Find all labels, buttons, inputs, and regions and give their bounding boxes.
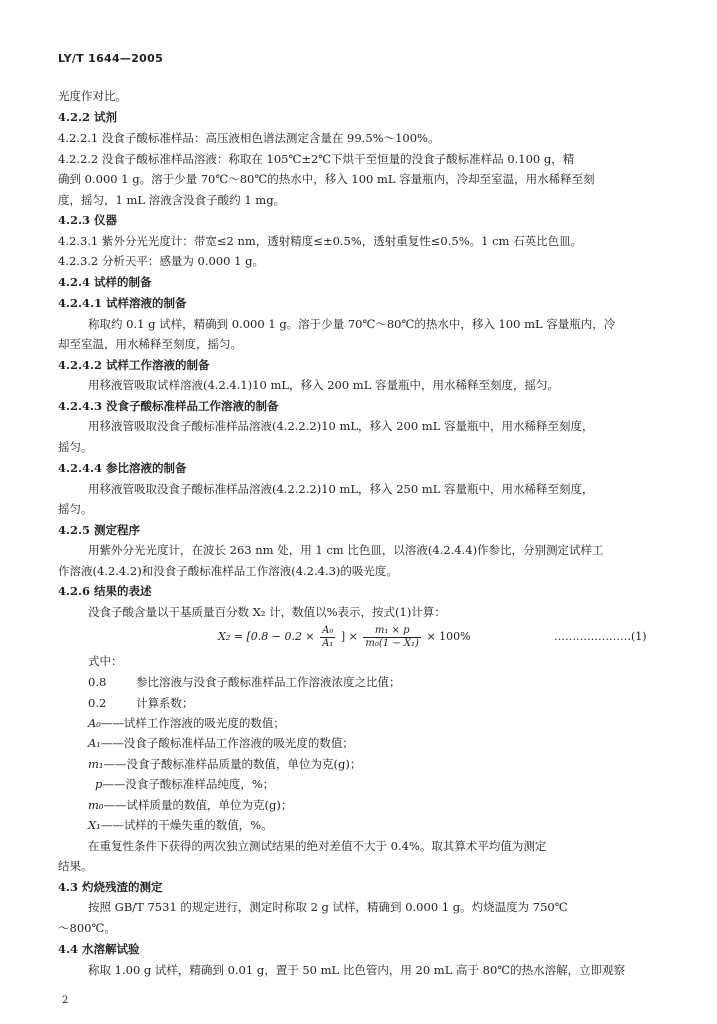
formula-fraction-mass: [363, 625, 421, 650]
clause-4-2-3-1: 4.2.3.1 紫外分光光度计：带宽≤2 nm，透射精度≤±0.5%，透射重复性≤0.5%。1 cm 石英比色皿。: [58, 234, 583, 248]
text-line: 称取约 0.1 g 试样，精确到 0.000 1 g。溶于少量 70℃～80℃的热水中，移入 100 mL 容量瓶内，冷: [88, 317, 616, 331]
standard-code: LY/T 1644—2005: [58, 52, 164, 65]
formula-frac2-numerator: m₁ × p: [363, 625, 421, 638]
formula-fraction-absorbance: [320, 625, 335, 650]
definition-item: [88, 755, 717, 773]
formula-tail: × 100%: [426, 630, 471, 643]
formula-lhs: X₂ = [0.8 − 0.2 ×: [218, 630, 315, 643]
text-line: 没食子酸含量以干基质量百分数 X₂ 计，数值以%表示，按式(1)计算：: [88, 605, 446, 619]
definition-term: 0.2: [88, 696, 107, 710]
definition-desc: 计算系数；: [136, 696, 194, 710]
definition-term: A₁: [88, 736, 101, 750]
text-line: 按照 GB/T 7531 的规定进行，测定时称取 2 g 试样，精确到 0.000 1 g。灼烧温度为 750℃: [88, 900, 568, 914]
text-line: ～800℃。: [58, 921, 116, 935]
section-heading-4-2-4-2: 4.2.4.2 试样工作溶液的制备: [58, 358, 210, 372]
text-line: 用紫外分光光度计，在波长 263 nm 处，用 1 cm 比色皿，以溶液(4.2.4.4)作参比，分别测定试样工: [88, 543, 604, 557]
clause-4-2-2-1: 4.2.2.1 没食子酸标准样品：高压液相色谱法测定含量在 99.5%～100%。: [58, 131, 440, 145]
formula-frac2-denominator: m₀(1 − X₁): [365, 637, 419, 649]
definition-desc: ——试样质量的数值，单位为克(g)；: [103, 798, 293, 812]
definition-desc: ——试样的干燥失重的数值，%。: [100, 818, 273, 832]
section-heading-4-2-4-4: 4.2.4.4 参比溶液的制备: [58, 461, 187, 475]
formula-1: [218, 622, 698, 652]
definition-term: m₁: [88, 757, 104, 771]
definition-item: [88, 694, 717, 712]
definition-desc: ——没食子酸标准样品工作溶液的吸光度的数值；: [100, 736, 354, 750]
text-line: 却至室温，用水稀释至刻度，摇匀。: [58, 337, 242, 351]
formula-frac1-denominator: A₁: [322, 637, 334, 649]
section-heading-4-2-4-3: 4.2.4.3 没食子酸标准样品工作溶液的制备: [58, 399, 279, 413]
definition-term: A₀: [88, 716, 101, 730]
section-heading-4-2-6: 4.2.6 结果的表述: [58, 584, 152, 598]
section-heading-4-2-2: 4.2.2 试剂: [58, 110, 118, 124]
text-line: 作溶液(4.2.4.2)和没食子酸标准样品工作溶液(4.2.4.3)的吸光度。: [58, 564, 398, 578]
text-line: 用移液管吸取试样溶液(4.2.4.1)10 mL，移入 200 mL 容量瓶中，用水稀释至刻度，摇匀。: [88, 378, 559, 392]
definition-term: m₀: [88, 798, 104, 812]
definition-item: [88, 673, 717, 691]
section-heading-4-2-4: 4.2.4 试样的制备: [58, 275, 152, 289]
definition-item: [88, 714, 717, 732]
formula-mid: ] ×: [340, 630, 358, 643]
text-line: 在重复性条件下获得的两次独立测试结果的绝对差值不大于 0.4%。取其算术平均值为测定: [88, 839, 547, 853]
definition-item: [88, 796, 717, 814]
section-heading-4-2-4-1: 4.2.4.1 试样溶液的制备: [58, 296, 187, 310]
text-line: 结果。: [58, 859, 93, 873]
text-line: 摇匀。: [58, 440, 93, 454]
page-number: 2: [62, 995, 69, 1006]
clause-4-2-3-2: 4.2.3.2 分析天平：感量为 0.000 1 g。: [58, 254, 264, 268]
definition-item: [88, 734, 717, 752]
definition-desc: ——没食子酸标准样品质量的数值，单位为克(g)；: [103, 757, 362, 771]
text-line: 用移液管吸取没食子酸标准样品溶液(4.2.2.2)10 mL，移入 250 mL 容量瓶中，用水稀释至刻度，: [88, 482, 594, 496]
equation-number: …………………(1): [554, 630, 647, 643]
definition-item: [88, 816, 717, 834]
formula-frac1-numerator: A₀: [322, 624, 334, 636]
text-line: 确到 0.000 1 g。溶于少量 70℃～80℃的热水中，移入 100 mL 容量瓶内，冷却至室温，用水稀释至刻: [58, 172, 595, 186]
definition-item: [95, 775, 717, 793]
definitions-intro: 式中：: [88, 654, 123, 668]
text-line: 用移液管吸取没食子酸标准样品溶液(4.2.2.2)10 mL，移入 200 mL 容量瓶中，用水稀释至刻度，: [88, 419, 594, 433]
text-line: 光度作对比。: [58, 89, 127, 103]
clause-4-2-2-2: 4.2.2.2 没食子酸标准样品溶液：称取在 105℃±2℃下烘干至恒量的没食子酸标准样品 0.100 g，精: [58, 152, 575, 166]
section-heading-4-3: 4.3 灼烧残渣的测定: [58, 880, 163, 894]
definition-desc: 参比溶液与没食子酸标准样品工作溶液浓度之比值；: [136, 675, 401, 689]
definition-desc: ——没食子酸标准样品纯度，%；: [102, 777, 275, 791]
definition-desc: ——试样工作溶液的吸光度的数值；: [100, 716, 285, 730]
section-heading-4-2-3: 4.2.3 仪器: [58, 213, 118, 227]
text-line: 称取 1.00 g 试样，精确到 0.01 g，置于 50 mL 比色管内，用 20 mL 高于 80℃的热水溶解，立即观察: [88, 963, 626, 977]
definition-term: p: [95, 777, 103, 791]
section-heading-4-2-5: 4.2.5 测定程序: [58, 523, 141, 537]
section-heading-4-4: 4.4 水溶解试验: [58, 942, 140, 956]
text-line: 度，摇匀，1 mL 溶液含没食子酸约 1 mg。: [58, 193, 286, 207]
text-line: 摇匀。: [58, 502, 93, 516]
definition-term: 0.8: [88, 675, 107, 689]
definition-term: X₁: [88, 818, 101, 832]
